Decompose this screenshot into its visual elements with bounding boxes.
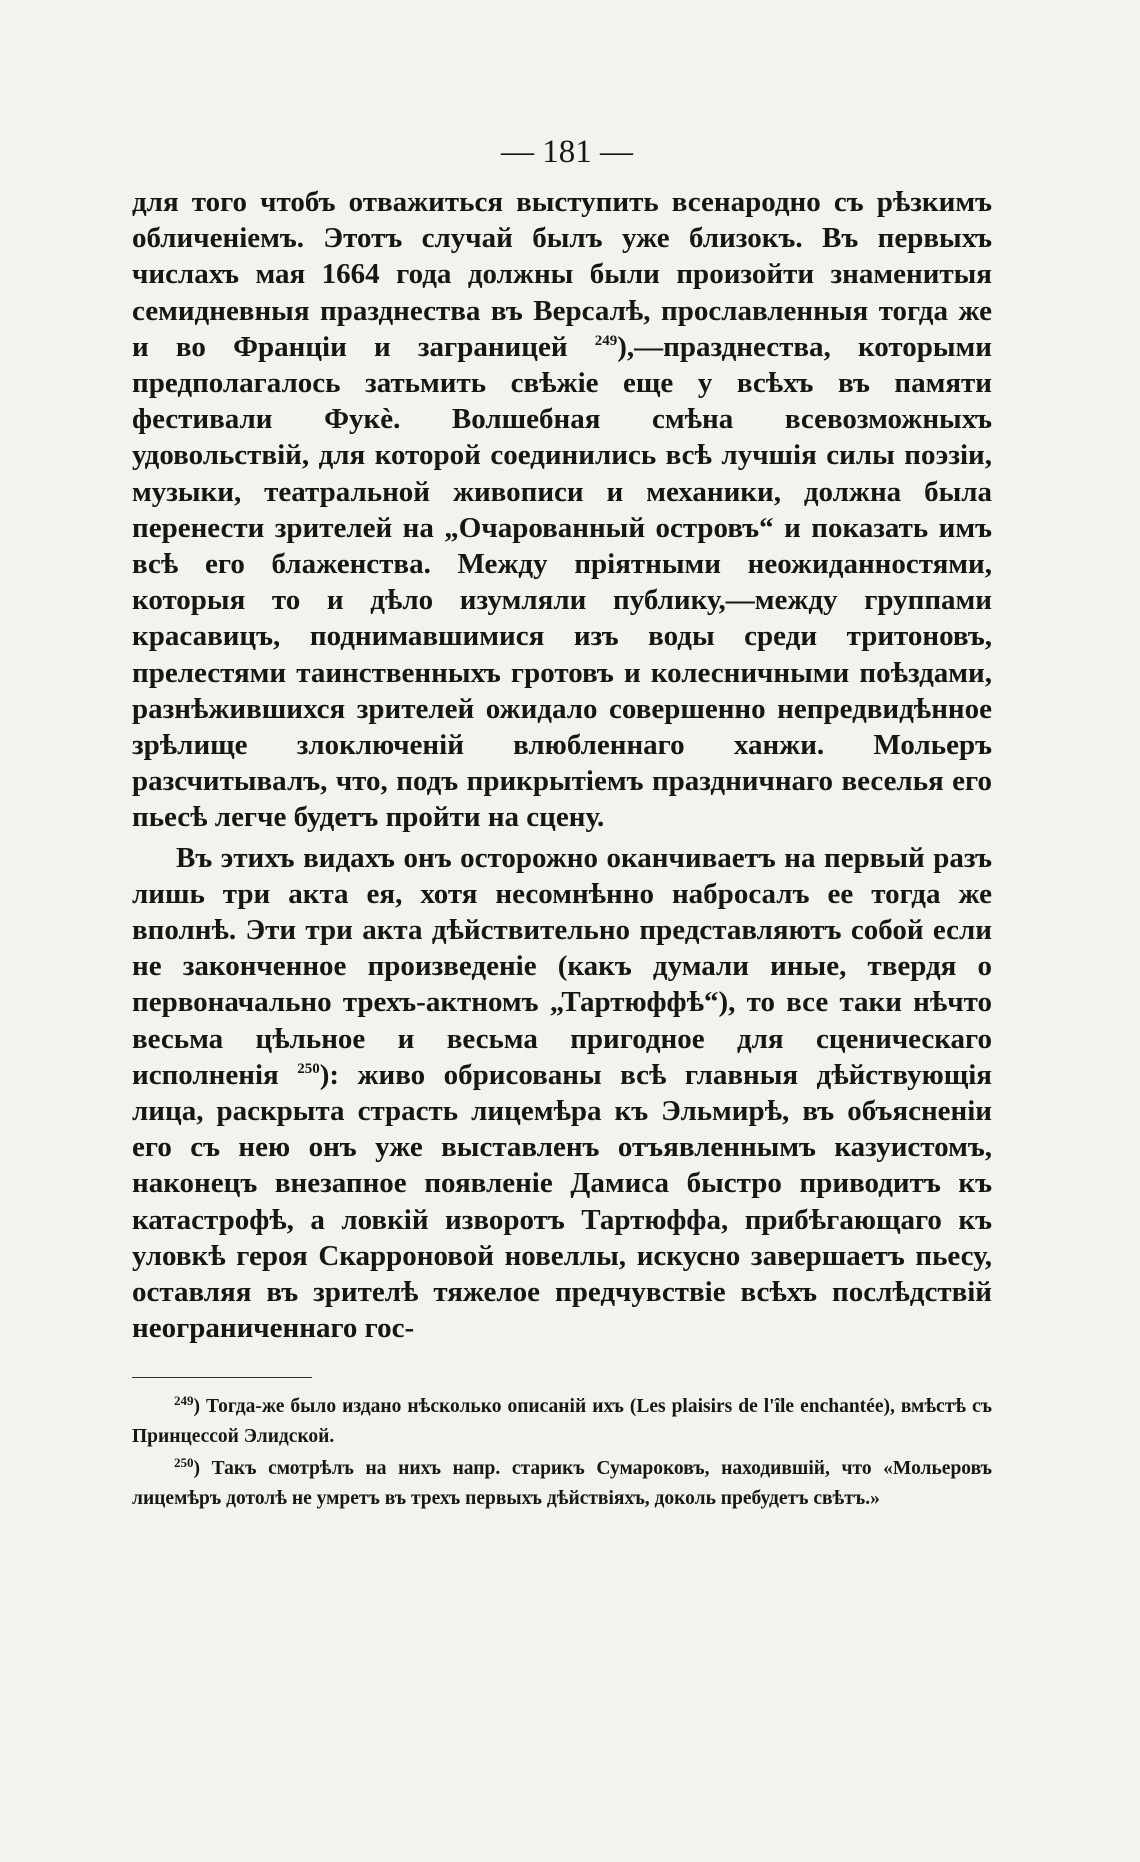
paragraph-text: ),—празднества, которыми предполагалось затьмить свѣжіе еще у всѣхъ въ памяти фестивали Фукѐ. Волшебная смѣна всевозможныхъ удовольствій, для которой соединились всѣ лучшія силы поэзіи, музыки, театральной живописи и механики, должна была перенести зрителей на „Очарованный островъ“ и показать имъ всѣ его блаженства. Между пріятными неожиданностями, которыя то и дѣло изумляли публику,—между группами красавицъ, поднимавшимися изъ воды среди тритоновъ, прелестями таинственныхъ гротовъ и колесничными поѣздами, разнѣжившихся зрителей ожидало совершенно непредвидѣнное зрѣлище злоключеній влюбленнаго ханжи. Мольеръ разсчитывалъ, что, подъ прикрытіемъ праздничнаго веселья его пьесѣ легче будетъ пройти на сцену. — [132, 330, 992, 834]
main-text — [132, 184, 992, 1347]
footnotes — [132, 1392, 992, 1514]
footnote-number: 250 — [174, 1454, 194, 1470]
paragraph-text: для того чтобъ отважиться выступить всенародно съ рѣзкимъ обличеніемъ. Этотъ случай былъ уже близокъ. Въ первыхъ числахъ мая 1664 года должны были произойти знаменитыя семидневныя празднества въ Версалѣ, прославленныя тогда же и во Франціи и заграницей — [132, 186, 992, 363]
footnote-number: 249 — [174, 1392, 194, 1408]
footnote-text: ) Такъ смотрѣлъ на нихъ напр. старикъ Сумароковъ, находившій, что «Мольеровъ лицемѣръ дотолѣ не умретъ въ трехъ первыхъ дѣйствіяхъ, доколь пребудетъ свѣтъ.» — [132, 1457, 992, 1509]
footnote-text: ) Тогда-же было издано нѣсколько описаній ихъ (Les plaisirs de l'île enchantée), вмѣстѣ съ Принцессой Элидской. — [132, 1395, 992, 1447]
footnote — [132, 1454, 992, 1514]
page-number: — 181 — — [501, 134, 633, 170]
footnote — [132, 1392, 992, 1452]
paragraph-text: Въ этихъ видахъ онъ осторожно оканчиваетъ на первый разъ лишь три акта ея, хотя несомнѣнно набросалъ ее тогда же вполнѣ. Эти три акта дѣйствительно представляютъ собой если не законченное произведеніе (какъ думали иные, твердя о первоначально трехъ-актномъ „Тартюффѣ“), то все таки нѣчто весьма цѣльное и весьма пригодное для сценическаго исполненія — [132, 841, 992, 1091]
footnote-reference: 249 — [594, 332, 618, 349]
footnote-divider — [132, 1377, 312, 1378]
book-page — [0, 128, 1140, 1862]
paragraph — [132, 184, 992, 836]
footnote-reference: 250 — [297, 1060, 320, 1077]
paragraph — [132, 840, 992, 1347]
paragraph-text: ): живо обрисованы всѣ главныя дѣйствующія лица, раскрыта страсть лицемѣра къ Эльмирѣ, въ объясненіи его съ нею онъ уже выставленъ отъявленнымъ казуистомъ, наконецъ внезапное появленіе Дамиса быстро приводитъ къ катастрофѣ, а ловкій изворотъ Тартюффа, прибѣгающаго къ уловкѣ героя Скарроновой новеллы, искусно завершаетъ пьесу, оставляя въ зрителѣ тяжелое предчувствіе всѣхъ послѣдствій неограниченнаго гос- — [132, 1058, 992, 1345]
